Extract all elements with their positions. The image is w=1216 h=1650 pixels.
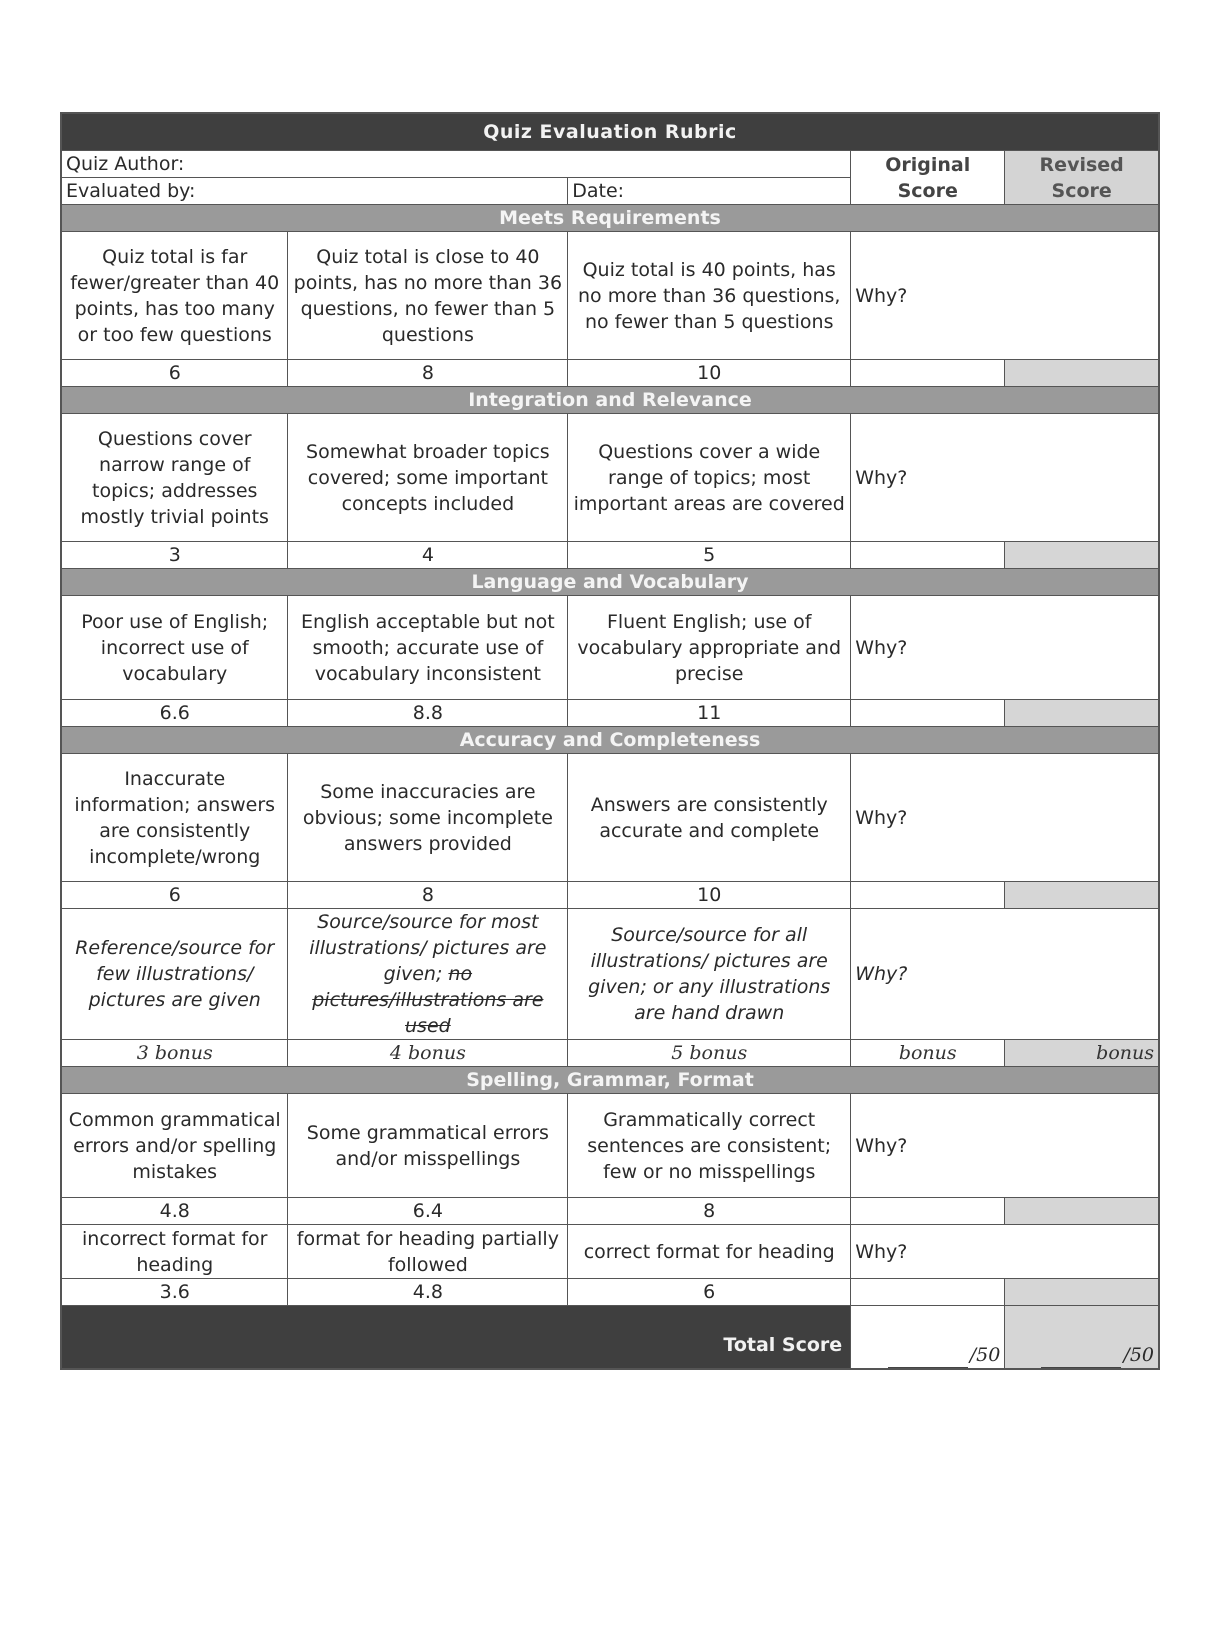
score-low: 4.8 [61,1198,288,1225]
descriptor-mid: Some grammatical errors and/or misspellings [288,1094,568,1198]
struck-through-text: no pictures/illustrations are used [312,963,544,1037]
quiz-author-field[interactable]: Quiz Author: [61,151,851,178]
descriptor-high: Quiz total is 40 points, has no more than 36 questions, no fewer than 5 questions [568,232,851,360]
revised-score-input[interactable] [1005,700,1159,727]
score-high: 5 [568,542,851,569]
original-score-input[interactable] [851,882,1005,909]
score-mid: 4 bonus [288,1040,568,1067]
revised-score-input[interactable]: bonus [1005,1040,1159,1067]
blank-line [888,1367,968,1368]
score-low: 3 [61,542,288,569]
total-revised-score-field[interactable] [1005,1306,1159,1370]
revised-score-input[interactable] [1005,542,1159,569]
descriptor-high: Grammatically correct sentences are consistent; few or no misspellings [568,1094,851,1198]
revised-score-input[interactable] [1005,882,1159,909]
original-score-input[interactable] [851,1198,1005,1225]
rubric-table [60,112,1160,1370]
score-high: 6 [568,1279,851,1306]
original-score-input[interactable] [851,1279,1005,1306]
descriptor-low: Questions cover narrow range of topics; addresses mostly trivial points [61,414,288,542]
revised-score-input[interactable] [1005,1198,1159,1225]
descriptor-high: Fluent English; use of vocabulary appropriate and precise [568,596,851,700]
why-comment-field[interactable]: Why? [851,414,1159,542]
descriptor-high: Source/source for all illustrations/ pictures are given; or any illustrations are hand drawn [568,909,851,1040]
revised-score-header: Revised Score [1005,151,1159,205]
descriptor-low: Reference/source for few illustrations/ pictures are given [61,909,288,1040]
descriptor-high: Questions cover a wide range of topics; most important areas are covered [568,414,851,542]
descriptor-low: Inaccurate information; answers are consistently incomplete/wrong [61,754,288,882]
revised-score-input[interactable] [1005,1279,1159,1306]
descriptor-mid: Quiz total is close to 40 points, has no more than 36 questions, no fewer than 5 questions [288,232,568,360]
descriptor-high: correct format for heading [568,1225,851,1279]
score-mid: 8 [288,360,568,387]
descriptor-mid-text: Source/source for most illustrations/ pictures are given; [309,911,547,985]
descriptor-mid: format for heading partially followed [288,1225,568,1279]
score-high: 10 [568,360,851,387]
score-mid: 8.8 [288,700,568,727]
section-header-integration-relevance: Integration and Relevance [61,387,1159,414]
score-high: 8 [568,1198,851,1225]
why-comment-field[interactable]: Why? [851,754,1159,882]
revised-score-input[interactable] [1005,360,1159,387]
why-comment-field[interactable]: Why? [851,909,1159,1040]
why-comment-field[interactable]: Why? [851,232,1159,360]
descriptor-mid: Some inaccuracies are obvious; some incomplete answers provided [288,754,568,882]
score-high: 11 [568,700,851,727]
blank-line [1041,1367,1121,1368]
date-field[interactable]: Date: [568,178,851,205]
total-original-score-field[interactable] [851,1306,1005,1370]
descriptor-low: Common grammatical errors and/or spelling mistakes [61,1094,288,1198]
score-low: 6.6 [61,700,288,727]
rubric-title: Quiz Evaluation Rubric [61,113,1159,151]
descriptor-mid: English acceptable but not smooth; accurate use of vocabulary inconsistent [288,596,568,700]
descriptor-low: Quiz total is far fewer/greater than 40 points, has too many or too few questions [61,232,288,360]
score-mid: 4 [288,542,568,569]
original-score-input[interactable] [851,700,1005,727]
why-comment-field[interactable]: Why? [851,1094,1159,1198]
original-score-header: Original Score [851,151,1005,205]
original-score-input[interactable] [851,542,1005,569]
descriptor-mid: Somewhat broader topics covered; some important concepts included [288,414,568,542]
score-high: 10 [568,882,851,909]
why-comment-field[interactable]: Why? [851,1225,1159,1279]
score-high: 5 bonus [568,1040,851,1067]
descriptor-low: incorrect format for heading [61,1225,288,1279]
descriptor-high: Answers are consistently accurate and complete [568,754,851,882]
evaluated-by-field[interactable]: Evaluated by: [61,178,568,205]
score-mid: 8 [288,882,568,909]
descriptor-mid [288,909,568,1040]
section-header-language-vocabulary: Language and Vocabulary [61,569,1159,596]
score-low: 6 [61,882,288,909]
score-low: 3.6 [61,1279,288,1306]
original-score-input[interactable]: bonus [851,1040,1005,1067]
score-low: 6 [61,360,288,387]
total-original-out-of: /50 [969,1344,1001,1366]
section-header-spelling-grammar-format: Spelling, Grammar, Format [61,1067,1159,1094]
score-mid: 6.4 [288,1198,568,1225]
section-header-accuracy-completeness: Accuracy and Completeness [61,727,1159,754]
descriptor-low: Poor use of English; incorrect use of vocabulary [61,596,288,700]
score-mid: 4.8 [288,1279,568,1306]
section-header-meets-requirements: Meets Requirements [61,205,1159,232]
score-low: 3 bonus [61,1040,288,1067]
total-revised-out-of: /50 [1123,1344,1154,1366]
total-score-label: Total Score [61,1306,851,1370]
why-comment-field[interactable]: Why? [851,596,1159,700]
original-score-input[interactable] [851,360,1005,387]
